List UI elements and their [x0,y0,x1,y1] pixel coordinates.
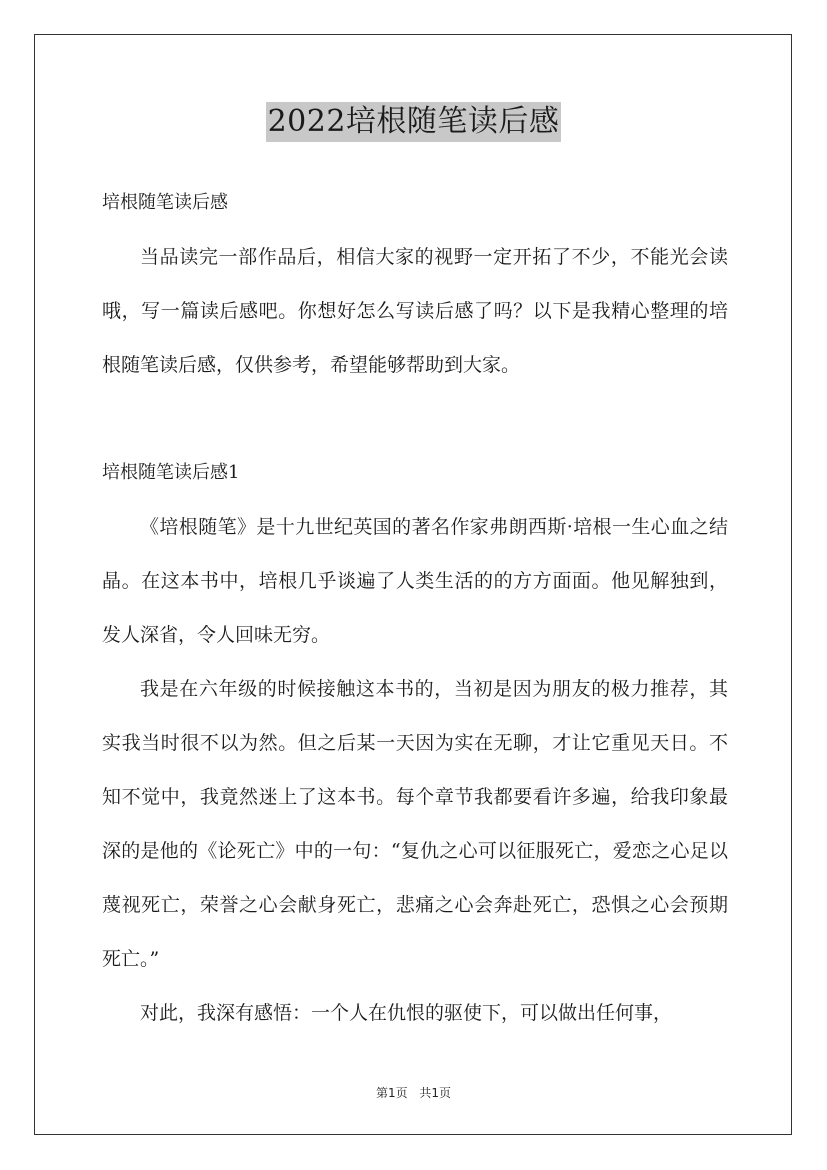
section1-heading: 培根随笔读后感1 [102,462,240,483]
page-total: 共1页 [419,1086,452,1100]
intro-heading: 培根随笔读后感 [102,192,228,213]
document-title: 2022培根随笔读后感 [266,102,562,142]
title-container [0,102,827,142]
section-spacer [102,392,728,446]
section1-paragraph-2: 我是在六年级的时候接触这本书的，当初是因为朋友的极力推荐，其实我当时很不以为然。但之后某一天因为实在无聊，才让它重见天日。不知不觉中，我竟然迷上了这本书。每个章节我都要看许多遍，给我印象最深的是他的《论死亡》中的一句：“复仇之心可以征服死亡，爱恋之心足以蔑视死亡，荣誉之心会献身死亡，悲痛之心会奔赴死亡，恐惧之心会预期死亡。” [102,678,728,970]
page-number: 第1页 [375,1086,408,1100]
intro-paragraph: 当品读完一部作品后，相信大家的视野一定开拓了不少，不能光会读哦，写一篇读后感吧。你想好怎么写读后感了吗？以下是我精心整理的培根随笔读后感，仅供参考，希望能够帮助到大家。 [102,246,728,376]
document-body [102,176,728,1040]
page-footer [0,1084,827,1101]
section1-paragraph-3: 对此，我深有感悟：一个人在仇恨的驱使下，可以做出任何事， [140,1002,673,1024]
section1-paragraph-1: 《培根随笔》是十九世纪英国的著名作家弗朗西斯·培根一生心血之结晶。在这本书中，培根几乎谈遍了人类生活的的方方面面。他见解独到，发人深省，令人回味无穷。 [102,516,728,646]
